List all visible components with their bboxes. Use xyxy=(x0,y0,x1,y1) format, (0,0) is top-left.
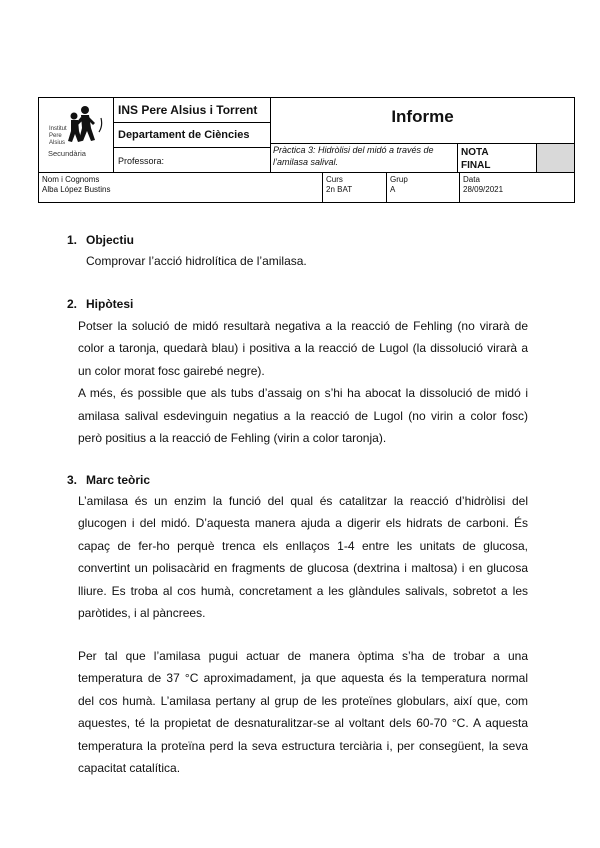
text-line: paròtides, i al pàncrees. xyxy=(78,606,206,621)
logo-cell xyxy=(38,97,114,173)
section-number: 2. xyxy=(67,297,78,311)
text-line: Comprovar l’acció hidrolítica de l’amilasa. xyxy=(86,254,307,268)
grade-label-line: FINAL xyxy=(461,160,491,171)
text-line: capacitat catalítica. xyxy=(78,761,181,776)
school-name: INS Pere Alsius i Torrent xyxy=(118,103,258,117)
logo-line: Alsius xyxy=(49,140,66,146)
grade-label-cell xyxy=(457,143,537,173)
text-line: Per tal que l’amilasa pugui actuar de manera òptima s’ha de trobar a una xyxy=(78,649,528,663)
course-value: 2n BAT xyxy=(326,185,353,194)
section-marc-teoric-body-1 xyxy=(78,490,528,624)
text-line: però positius a la reacció de Fehling (virin a color taronja). xyxy=(78,431,387,446)
text-line: temperatura de 37 °C aproximadament, ja que aquesta és la temperatura normal xyxy=(78,671,528,686)
teacher-cell xyxy=(113,147,271,173)
report-title-cell xyxy=(270,97,575,144)
department-name: Departament de Ciències xyxy=(118,129,250,141)
text-line: capaç de fer-ho perquè trenca els enllaços 1-4 entre les unitats de glucosa, xyxy=(78,538,528,553)
name-value: Alba López Bustins xyxy=(42,185,111,194)
section-title-marc-teoric: Marc teòric xyxy=(86,473,151,487)
text-line: convertint un polisacàrid en fragments de glucosa (dextrina i maltosa) i en glucosa xyxy=(78,561,528,576)
text-line: L’amilasa és un enzim la funció del qual és catalitzar la reacció d’hidròlisi del xyxy=(78,494,528,508)
name-label: Nom i Cognoms xyxy=(42,175,100,184)
course-cell xyxy=(322,172,387,203)
section-number: 1. xyxy=(67,233,78,247)
logo-line: Secundària xyxy=(48,149,86,158)
text-line: lliure. Es troba al cos humà, concretament a les glàndules salivals, sobretot a les xyxy=(78,583,528,598)
date-label: Data xyxy=(463,175,480,184)
group-label: Grup xyxy=(390,175,408,184)
text-line: color a taronja, quedarà blau) i positiva a la reacció de Lugol (la dissolució virarà a xyxy=(78,341,528,356)
text-line: amilasa salival esdevinguin negatius a la reacció de Lugol (no virin a color fosc) xyxy=(78,408,528,423)
grade-label-line: NOTA xyxy=(461,147,489,158)
text-line: un color morat fosc gairebé negre). xyxy=(78,363,265,378)
grade-label xyxy=(461,146,521,172)
name-cell xyxy=(38,172,323,203)
teacher-label: Professora: xyxy=(118,156,165,166)
school-cell xyxy=(113,97,271,123)
logo-line: Pere xyxy=(49,133,62,139)
course-label: Curs xyxy=(326,175,343,184)
text-line: del cos humà. L’amilasa pertany al grup de les proteïnes globulars, així que, com xyxy=(78,693,528,708)
section-title-hipotesi: Hipòtesi xyxy=(86,297,134,311)
section-number: 3. xyxy=(67,473,78,487)
logo-line: Institut xyxy=(49,126,67,132)
report-header xyxy=(38,97,575,205)
group-value: A xyxy=(390,185,396,194)
text-line: temperatura la proteïna perd la seva estructura terciària i, per consegüent, la seva xyxy=(78,738,528,753)
section-objectiu-body xyxy=(86,250,536,272)
section-hipotesi-body xyxy=(78,315,528,449)
department-cell xyxy=(113,122,271,148)
practice-title: Pràctica 3: Hidròlisi del midó a través de l’amilasa salival. xyxy=(273,145,434,167)
grade-value-cell xyxy=(536,143,575,173)
date-value: 28/09/2021 xyxy=(463,185,504,194)
group-cell xyxy=(386,172,460,203)
text-line: Potser la solució de midó resultarà negativa a la reacció de Fehling (no virarà de xyxy=(78,319,528,333)
date-cell xyxy=(459,172,575,203)
logo-text xyxy=(49,126,67,147)
section-marc-teoric-body-2 xyxy=(78,645,528,779)
section-title-objectiu: Objectiu xyxy=(86,233,135,247)
practice-cell xyxy=(270,143,458,173)
text-line: glucogen i del midó. D’aquesta manera ajuda a digerir els hidrats de carboni. És xyxy=(78,516,528,531)
report-title: Informe xyxy=(391,107,454,126)
text-line: aquestes, té la propietat de desnaturalitzar-se al voltant dels 60-70 °C. A aquesta xyxy=(78,716,528,731)
text-line: A més, és possible que als tubs d’assaig on s’hi ha abocat la dissolució de midó i xyxy=(78,386,528,401)
